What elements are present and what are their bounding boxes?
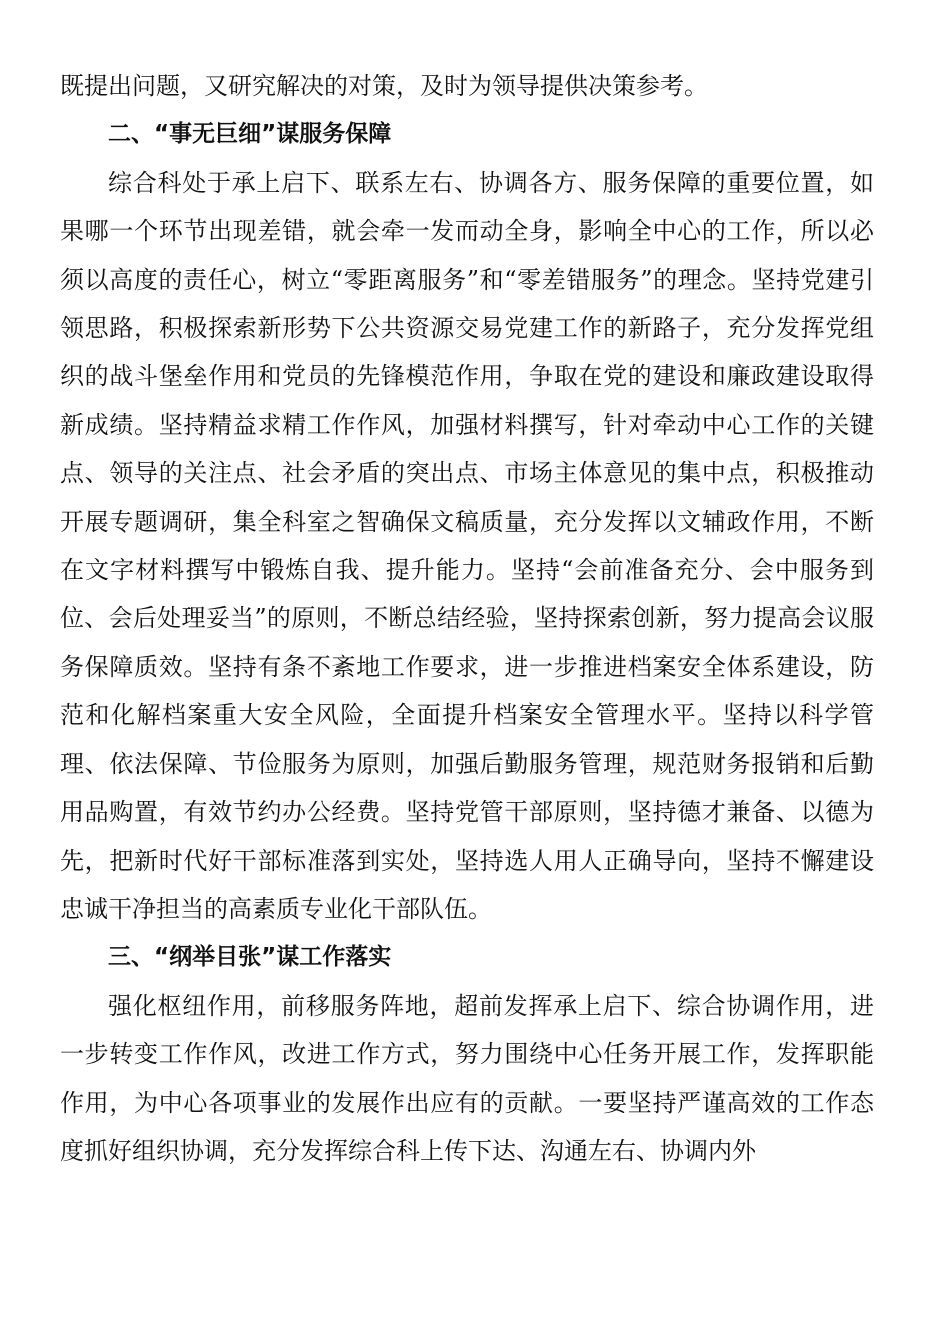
section-heading-3: 三、“纲举目张”谋工作落实 bbox=[108, 944, 392, 971]
document-page bbox=[60, 62, 874, 1175]
section-heading-2: 二、“事无巨细”谋服务保障 bbox=[108, 121, 392, 148]
paragraph-continued: 既提出问题，又研究解决的对策，及时为领导提供决策参考。 bbox=[60, 72, 708, 100]
paragraph-service-guarantee: 综合科处于承上启下、联系左右、协调各方、服务保障的重要位置，如果哪一个环节出现差错，就会牵一发而动全身，影响全中心的工作，所以必须以高度的责任心，树立“零距离服务”和“零差错服务”的理念。坚持党建引领思路，积极探索新形势下公共资源交易党建工作的新路子，充分发挥党组织的战斗堡垒作用和党员的先锋模范作用，争取在党的建设和廉政建设取得新成绩。坚持精益求精工作作风，加强材料撰写，针对牵动中心工作的关键点、领导的关注点、社会矛盾的突出点、市场主体意见的集中点，积极推动开展专题调研，集全科室之智确保文稿质量，充分发挥以文辅政作用，不断在文字材料撰写中锻炼自我、提升能力。坚持“会前准备充分、会中服务到位、会后处理妥当”的原则，不断总结经验，坚持探索创新，努力提高会议服务保障质效。坚持有条不紊地工作要求，进一步推进档案安全体系建设，防范和化解档案重大安全风险，全面提升档案安全管理水平。坚持以科学管理、依法保障、节俭服务为原则，加强后勤服务管理，规范财务报销和后勤用品购置，有效节约办公经费。坚持党管干部原则，坚持德才兼备、以德为先，把新时代好干部标准落到实处，坚持选人用人正确导向，坚持不懈建设忠诚干净担当的高素质专业化干部队伍。 bbox=[60, 168, 874, 923]
paragraph-work-implementation: 强化枢纽作用，前移服务阵地，超前发挥承上启下、综合协调作用，进一步转变工作作风，改进工作方式，努力围绕中心任务开展工作，发挥职能作用，为中心各项事业的发展作出应有的贡献。一要坚持严谨高效的工作态度抓好组织协调，充分发挥综合科上传下达、沟通左右、协调内外 bbox=[60, 991, 874, 1165]
